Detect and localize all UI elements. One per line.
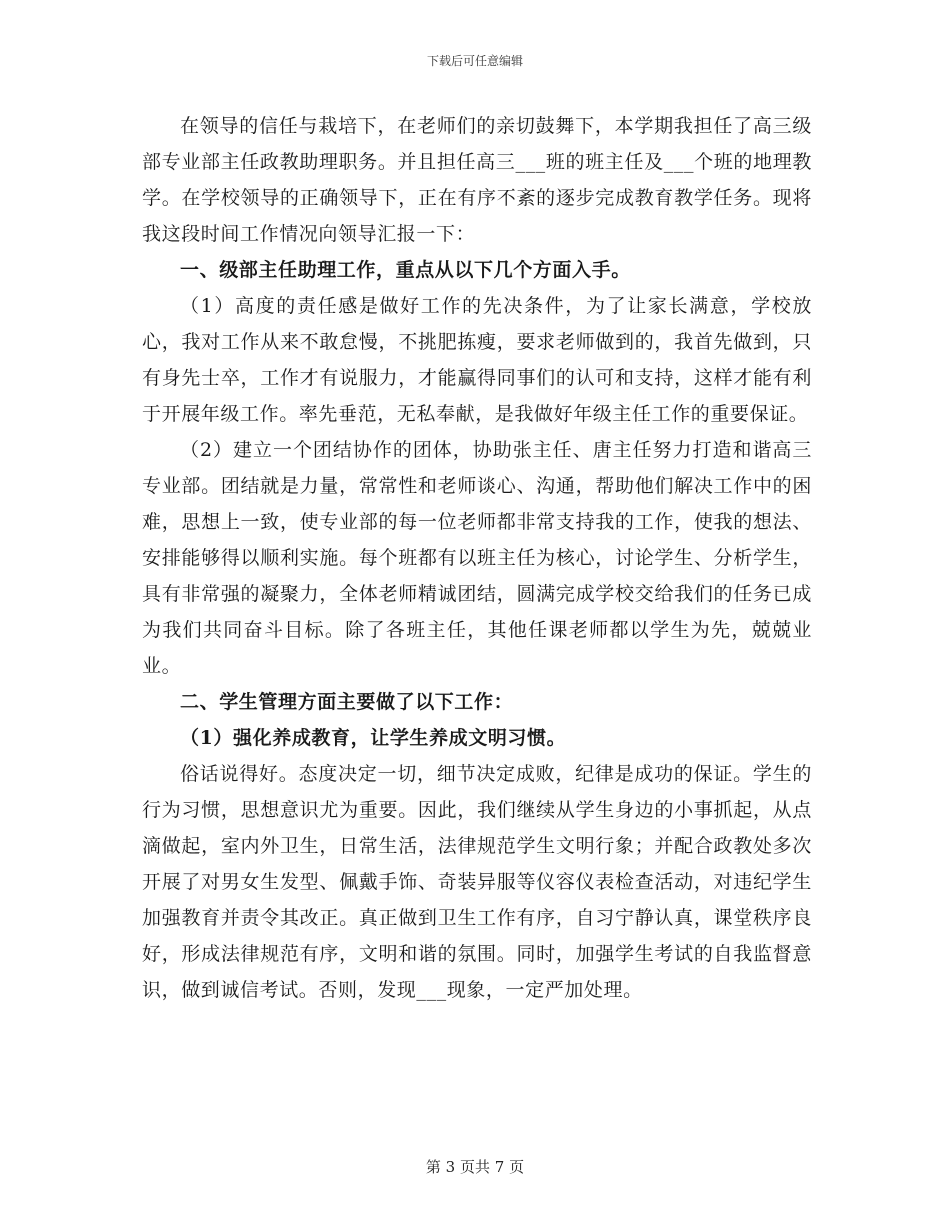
document-body — [142, 108, 812, 1008]
intro-paragraph: 在领导的信任与栽培下，在老师们的亲切鼓舞下，本学期我担任了高三级部专业部主任政教助理职务。并且担任高三___班的班主任及___个班的地理教学。在学校领导的正确领导下，正在有序不紊的逐步完成教育教学任务。现将我这段时间工作情况向领导汇报一下： — [142, 115, 812, 245]
paragraph-1-1: （1）高度的责任感是做好工作的先决条件，为了让家长满意，学校放心，我对工作从来不敢怠慢，不挑肥拣瘦，要求老师做到的，我首先做到，只有身先士卒，工作才有说服力，才能赢得同事们的认可和支持，这样才能有利于开展年级工作。率先垂范，无私奉献，是我做好年级主任工作的重要保证。 — [142, 295, 812, 425]
subsection-heading-2-1: （1）强化养成教育，让学生养成文明习惯。 — [180, 727, 567, 749]
section-heading-1: 一、级部主任助理工作，重点从以下几个方面入手。 — [180, 259, 631, 281]
page-header: 下载后可任意编辑 — [426, 54, 523, 68]
paragraph-2-1: 俗话说得好。态度决定一切，细节决定成败，纪律是成功的保证。学生的行为习惯，思想意识尤为重要。因此，我们继续从学生身边的小事抓起，从点滴做起，室内外卫生，日常生活，法律规范学生文明行象；并配合政教处多次开展了对男女生发型、佩戴手饰、奇装异服等仪容仪表检查活动，对违纪学生加强教育并责令其改正。真正做到卫生工作有序，自习宁静认真，课堂秩序良好，形成法律规范有序，文明和谐的氛围。同时，加强学生考试的自我监督意识，做到诚信考试。否则，发现___现象，一定严加处理。 — [142, 763, 812, 1001]
section-heading-2: 二、学生管理方面主要做了以下工作： — [180, 691, 514, 713]
page-footer: 第 3 页共 7 页 — [425, 1158, 525, 1176]
paragraph-1-2: （2）建立一个团结协作的团体，协助张主任、唐主任努力打造和谐高三专业部。团结就是力量，常常性和老师谈心、沟通，帮助他们解决工作中的困难，思想上一致，使专业部的每一位老师都非常支持我的工作，使我的想法、安排能够得以顺利实施。每个班都有以班主任为核心，讨论学生、分析学生，具有非常强的凝聚力，全体老师精诚团结，圆满完成学校交给我们的任务已成为我们共同奋斗目标。除了各班主任，其他任课老师都以学生为先，兢兢业业。 — [142, 439, 812, 677]
